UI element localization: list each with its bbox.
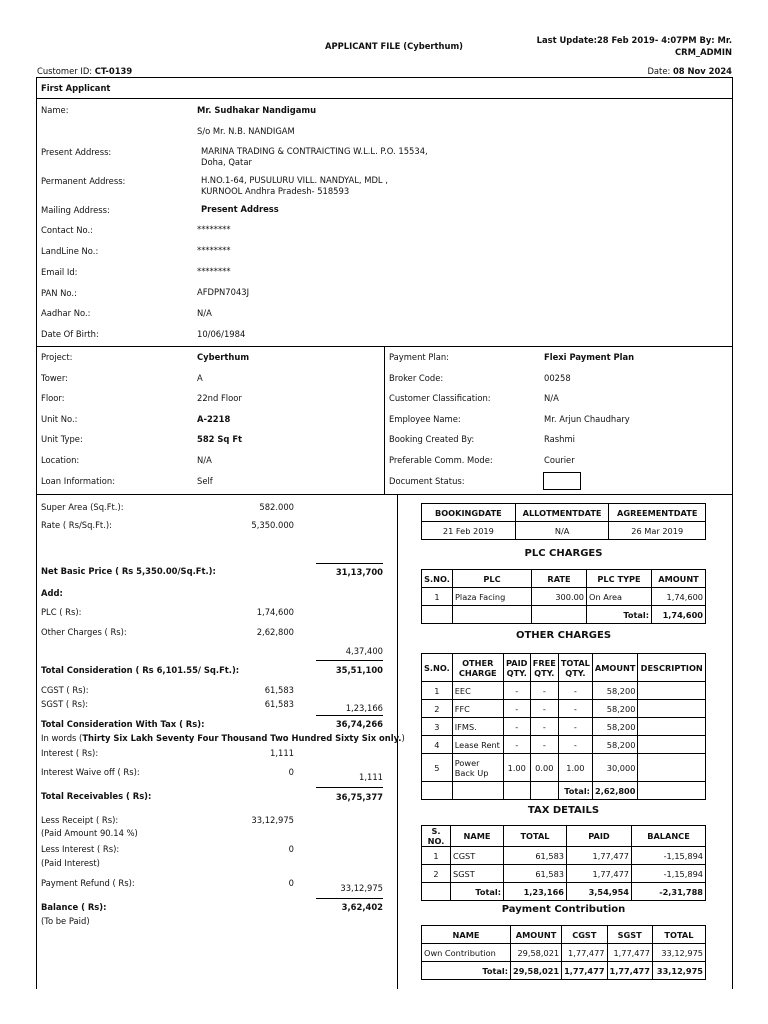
less-receipt-value: 33,12,975 <box>251 815 294 825</box>
cell: 29,58,021 <box>511 962 562 980</box>
header-free-qty: FREE QTY. <box>530 654 558 682</box>
label-sgst: SGST ( Rs): <box>41 699 89 709</box>
cell: - <box>530 700 558 718</box>
floor-value: 22nd Floor <box>197 393 242 403</box>
cell: 1,77,477 <box>562 944 607 962</box>
label-less-interest: Less Interest ( Rs): <box>41 844 120 854</box>
cell: 300.00 <box>532 588 587 606</box>
table-row <box>422 736 706 754</box>
cell <box>530 782 558 800</box>
table-header-row <box>422 826 706 847</box>
cell: 58,200 <box>592 682 638 700</box>
label-cgst: CGST ( Rs): <box>41 685 89 695</box>
label-payment-plan: Payment Plan: <box>389 352 449 362</box>
label-pan: PAN No.: <box>41 288 77 298</box>
cell <box>452 782 503 800</box>
booking-date: 21 Feb 2019 <box>422 522 516 540</box>
frame-left <box>36 77 37 989</box>
last-update-line1: Last Update:28 Feb 2019- 4:07PM By: Mr. <box>536 35 732 45</box>
tax-details-title: TAX DETAILS <box>527 805 600 816</box>
label-project: Project: <box>41 352 73 362</box>
label-present-address: Present Address: <box>41 147 112 157</box>
header-amount: AMOUNT <box>652 570 706 588</box>
total-value: 1,74,600 <box>652 606 706 624</box>
label-dob: Date Of Birth: <box>41 329 99 339</box>
label-location: Location: <box>41 455 80 465</box>
present-address <box>201 146 428 168</box>
header-sno: S. NO. <box>422 826 451 847</box>
cell: 1,77,477 <box>562 962 607 980</box>
receipts-total-value: 33,12,975 <box>340 883 383 893</box>
sum-line <box>316 660 383 661</box>
total-receivables-value: 36,75,377 <box>335 792 383 802</box>
contact-value: ******** <box>197 224 231 234</box>
cell: 1.00 <box>558 754 592 782</box>
column-divider <box>384 346 385 495</box>
cell: - <box>558 718 592 736</box>
label-interest-waive: Interest Waive off ( Rs): <box>41 767 140 777</box>
header-sno: S.NO. <box>422 570 453 588</box>
table-row <box>422 865 706 883</box>
label-mailing-address: Mailing Address: <box>41 205 110 215</box>
last-update <box>537 34 732 58</box>
cell: - <box>558 736 592 754</box>
label-total-consideration: Total Consideration ( Rs 6,101.55/ Sq.Ft.): <box>41 665 240 675</box>
cell: Power Back Up <box>452 754 503 782</box>
less-interest-value: 0 <box>288 844 294 854</box>
sum-line <box>316 563 383 564</box>
cell: 58,200 <box>592 718 638 736</box>
other-charges-value: 2,62,800 <box>256 627 294 637</box>
label-super-area: Super Area (Sq.Ft.): <box>41 502 124 512</box>
in-words-value: Thirty Six Lakh Seventy Four Thousand Two Hundred Sixty Six only. <box>82 733 402 743</box>
date-label: Date: <box>647 66 671 76</box>
table-total-row <box>422 782 706 800</box>
total-label: Total: <box>451 883 504 901</box>
header-amount: AMOUNT <box>592 654 638 682</box>
label-refund: Payment Refund ( Rs): <box>41 878 135 888</box>
page-title: APPLICANT FILE (Cyberthum) <box>325 41 464 51</box>
paid-amount-note: (Paid Amount 90.14 %) <box>41 828 138 838</box>
cell <box>638 682 706 700</box>
label-comm-mode: Preferable Comm. Mode: <box>389 455 493 465</box>
cell <box>638 754 706 782</box>
permanent-address-line2: KURNOOL Andhra Pradesh- 518593 <box>201 186 350 196</box>
table-header-row <box>422 654 706 682</box>
cell: Lease Rent <box>452 736 503 754</box>
cell <box>453 606 532 624</box>
unit-type-value: 582 Sq Ft <box>197 434 243 444</box>
table-header-row <box>422 926 706 944</box>
cell: EEC <box>452 682 503 700</box>
label-add: Add: <box>41 588 63 598</box>
total-value: 2,62,800 <box>592 782 638 800</box>
table-total-row <box>422 606 706 624</box>
cell: FFC <box>452 700 503 718</box>
cell: 2 <box>422 700 453 718</box>
header-description: DESCRIPTION <box>638 654 706 682</box>
loan-value: Self <box>197 476 213 486</box>
cell: - <box>503 682 530 700</box>
tower-value: A <box>197 373 203 383</box>
broker-value: 00258 <box>544 373 571 383</box>
cell <box>638 782 706 800</box>
table-row <box>422 754 706 782</box>
cell: -1,15,894 <box>632 847 706 865</box>
cell: CGST <box>451 847 504 865</box>
cell: 1 <box>422 682 453 700</box>
cell: - <box>530 736 558 754</box>
label-total-receivables: Total Receivables ( Rs): <box>41 791 152 801</box>
sgst-value: 61,583 <box>264 699 294 709</box>
cell <box>422 883 451 901</box>
table-total-row <box>422 883 706 901</box>
label-tower: Tower: <box>41 373 68 383</box>
header-amount: AMOUNT <box>511 926 562 944</box>
table-row <box>422 700 706 718</box>
mailing-address: Present Address <box>201 204 279 214</box>
super-area-value: 582.000 <box>259 502 294 512</box>
cell: - <box>530 718 558 736</box>
cell: 1,74,600 <box>652 588 706 606</box>
cell: 1 <box>422 847 451 865</box>
doc-status-box <box>543 472 581 490</box>
cell: 33,12,975 <box>652 962 705 980</box>
refund-value: 0 <box>288 878 294 888</box>
total-label: Total: <box>587 606 652 624</box>
header-balance: BALANCE <box>632 826 706 847</box>
interest-value: 1,111 <box>270 748 294 758</box>
frame-right <box>732 77 733 989</box>
cell: 30,000 <box>592 754 638 782</box>
label-landline: LandLine No.: <box>41 246 99 256</box>
cell: SGST <box>451 865 504 883</box>
present-address-line2: Doha, Qatar <box>201 157 252 167</box>
header-sgst: SGST <box>607 926 652 944</box>
label-classification: Customer Classification: <box>389 393 491 403</box>
table-row <box>422 588 706 606</box>
label-plc: PLC ( Rs): <box>41 607 82 617</box>
interest-total-value: 1,111 <box>359 772 383 782</box>
location-value: N/A <box>197 455 212 465</box>
project-value: Cyberthum <box>197 352 250 362</box>
email-value: ******** <box>197 266 231 276</box>
cell: 61,583 <box>504 847 567 865</box>
header-sno: S.NO. <box>422 654 453 682</box>
cell: 1,77,477 <box>607 944 652 962</box>
cell: 58,200 <box>592 700 638 718</box>
present-address-line1: MARINA TRADING & CONTRAICTING W.L.L. P.O. 15534, <box>201 146 428 156</box>
allotment-date: N/A <box>515 522 609 540</box>
total-value: 1,23,166 <box>504 883 567 901</box>
add-total-value: 4,37,400 <box>345 646 383 656</box>
cell: - <box>503 736 530 754</box>
dob-value: 10/06/1984 <box>197 329 246 339</box>
cell: - <box>503 700 530 718</box>
permanent-address <box>201 175 388 197</box>
cell: 61,583 <box>504 865 567 883</box>
label-unit-type: Unit Type: <box>41 434 83 444</box>
total-with-tax-value: 36,74,266 <box>335 719 383 729</box>
cell: - <box>558 682 592 700</box>
label-name: Name: <box>41 105 69 115</box>
cell <box>503 782 530 800</box>
header-plc-type: PLC TYPE <box>587 570 652 588</box>
header-booking-date: BOOKINGDATE <box>422 504 516 522</box>
header-total: TOTAL <box>652 926 705 944</box>
amount-in-words <box>41 733 405 743</box>
cell: On Area <box>587 588 652 606</box>
frame-top <box>36 77 733 78</box>
table-header-row <box>422 504 706 522</box>
total-label: Total: <box>422 962 511 980</box>
cell: 1,77,477 <box>607 962 652 980</box>
cell: 5 <box>422 754 453 782</box>
cell: - <box>503 718 530 736</box>
cell: 1.00 <box>503 754 530 782</box>
header-rate: RATE <box>532 570 587 588</box>
label-unit-no: Unit No.: <box>41 414 78 424</box>
net-basic-value: 31,13,700 <box>335 567 383 577</box>
header-allotment-date: ALLOTMENTDATE <box>515 504 609 522</box>
cell: 3 <box>422 718 453 736</box>
payment-contribution-table <box>421 925 706 980</box>
cell <box>638 700 706 718</box>
label-balance: Balance ( Rs): <box>41 902 107 912</box>
total-consideration-value: 35,51,100 <box>335 665 383 675</box>
table-row <box>422 682 706 700</box>
header-plc: PLC <box>453 570 532 588</box>
agreement-date: 26 Mar 2019 <box>609 522 706 540</box>
label-broker: Broker Code: <box>389 373 444 383</box>
employee-value: Mr. Arjun Chaudhary <box>544 414 630 424</box>
header-paid: PAID <box>567 826 632 847</box>
section-divider <box>36 98 733 99</box>
cell: 1,77,477 <box>567 865 632 883</box>
header-total: TOTAL <box>504 826 567 847</box>
landline-value: ******** <box>197 245 231 255</box>
payment-contribution-title: Payment Contribution <box>501 904 626 915</box>
header-total-qty: TOTAL QTY. <box>558 654 592 682</box>
cell <box>638 736 706 754</box>
plc-charges-title: PLC CHARGES <box>524 548 603 559</box>
booking-by-value: Rashmi <box>544 434 575 444</box>
section-title-first-applicant: First Applicant <box>41 83 111 93</box>
tax-total-value: 1,23,166 <box>345 703 383 713</box>
comm-mode-value: Courier <box>544 455 575 465</box>
paid-interest-note: (Paid Interest) <box>41 858 100 868</box>
classification-value: N/A <box>544 393 559 403</box>
sum-line <box>316 787 383 788</box>
cell: 58,200 <box>592 736 638 754</box>
cell: Own Contribution <box>422 944 511 962</box>
balance-value: 3,62,402 <box>341 902 383 912</box>
cell <box>532 606 587 624</box>
sum-line <box>316 715 383 716</box>
table-row <box>422 522 706 540</box>
unit-no-value: A-2218 <box>197 414 231 424</box>
aadhar-value: N/A <box>197 308 212 318</box>
cell: -1,15,894 <box>632 865 706 883</box>
label-rate: Rate ( Rs/Sq.Ft.): <box>41 520 112 530</box>
in-words-suffix: ) <box>401 733 405 743</box>
interest-waive-value: 0 <box>288 767 294 777</box>
cell: - <box>558 700 592 718</box>
in-words-prefix: In words ( <box>41 733 83 743</box>
label-permanent-address: Permanent Address: <box>41 176 126 186</box>
header-name: NAME <box>422 926 511 944</box>
cell: IFMS. <box>452 718 503 736</box>
label-aadhar: Aadhar No.: <box>41 308 91 318</box>
permanent-address-line1: H.NO.1-64, PUSULURU VILL. NANDYAL, MDL , <box>201 175 388 185</box>
tax-details-table <box>421 825 706 901</box>
cell <box>422 782 453 800</box>
customer-id <box>37 66 132 76</box>
paid-total-value: 3,54,954 <box>567 883 632 901</box>
label-other-charges: Other Charges ( Rs): <box>41 627 127 637</box>
cell: 33,12,975 <box>652 944 705 962</box>
balance-total-value: -2,31,788 <box>632 883 706 901</box>
to-be-paid-note: (To be Paid) <box>41 916 90 926</box>
other-charges-title: OTHER CHARGES <box>515 630 612 641</box>
cell: 0.00 <box>530 754 558 782</box>
sum-line <box>316 898 383 899</box>
table-row <box>422 847 706 865</box>
cell: Plaza Facing <box>453 588 532 606</box>
label-loan: Loan Information: <box>41 476 116 486</box>
cell <box>422 606 453 624</box>
table-total-row <box>422 962 706 980</box>
total-label: Total: <box>558 782 592 800</box>
cell: 1,77,477 <box>567 847 632 865</box>
cell: - <box>530 682 558 700</box>
label-booking-by: Booking Created By: <box>389 434 475 444</box>
applicant-name: Mr. Sudhakar Nandigamu <box>197 105 317 115</box>
label-interest: Interest ( Rs): <box>41 748 99 758</box>
cell: 29,58,021 <box>511 944 562 962</box>
header-name: NAME <box>451 826 504 847</box>
label-email: Email Id: <box>41 267 78 277</box>
plc-value: 1,74,600 <box>256 607 294 617</box>
cell: 2 <box>422 865 451 883</box>
print-date <box>647 66 732 76</box>
customer-id-value: CT-0139 <box>94 66 133 76</box>
last-update-line2: CRM_ADMIN <box>674 47 732 57</box>
cell <box>638 718 706 736</box>
table-header-row <box>422 570 706 588</box>
cgst-value: 61,583 <box>264 685 294 695</box>
customer-id-label: Customer ID: <box>37 66 93 76</box>
header-other-charge: OTHER CHARGE <box>452 654 503 682</box>
other-charges-table <box>421 653 706 800</box>
cell: 4 <box>422 736 453 754</box>
label-net-basic: Net Basic Price ( Rs 5,350.00/Sq.Ft.): <box>41 566 216 576</box>
plc-charges-table <box>421 569 706 624</box>
header-agreement-date: AGREEMENTDATE <box>609 504 706 522</box>
date-value: 08 Nov 2024 <box>672 66 732 76</box>
header-cgst: CGST <box>562 926 607 944</box>
label-doc-status: Document Status: <box>389 476 465 486</box>
label-floor: Floor: <box>41 393 65 403</box>
dates-table <box>421 503 706 540</box>
cell: 1 <box>422 588 453 606</box>
label-employee: Employee Name: <box>389 414 461 424</box>
payment-plan-value: Flexi Payment Plan <box>544 352 635 362</box>
pan-value: AFDPN7043J <box>197 287 250 297</box>
rate-value: 5,350.000 <box>251 520 294 530</box>
table-row <box>422 718 706 736</box>
table-row <box>422 944 706 962</box>
label-less-receipt: Less Receipt ( Rs): <box>41 815 119 825</box>
header-paid-qty: PAID QTY. <box>503 654 530 682</box>
label-total-with-tax: Total Consideration With Tax ( Rs): <box>41 719 205 729</box>
applicant-relation: S/o Mr. N.B. NANDIGAM <box>197 126 295 136</box>
label-contact: Contact No.: <box>41 225 93 235</box>
